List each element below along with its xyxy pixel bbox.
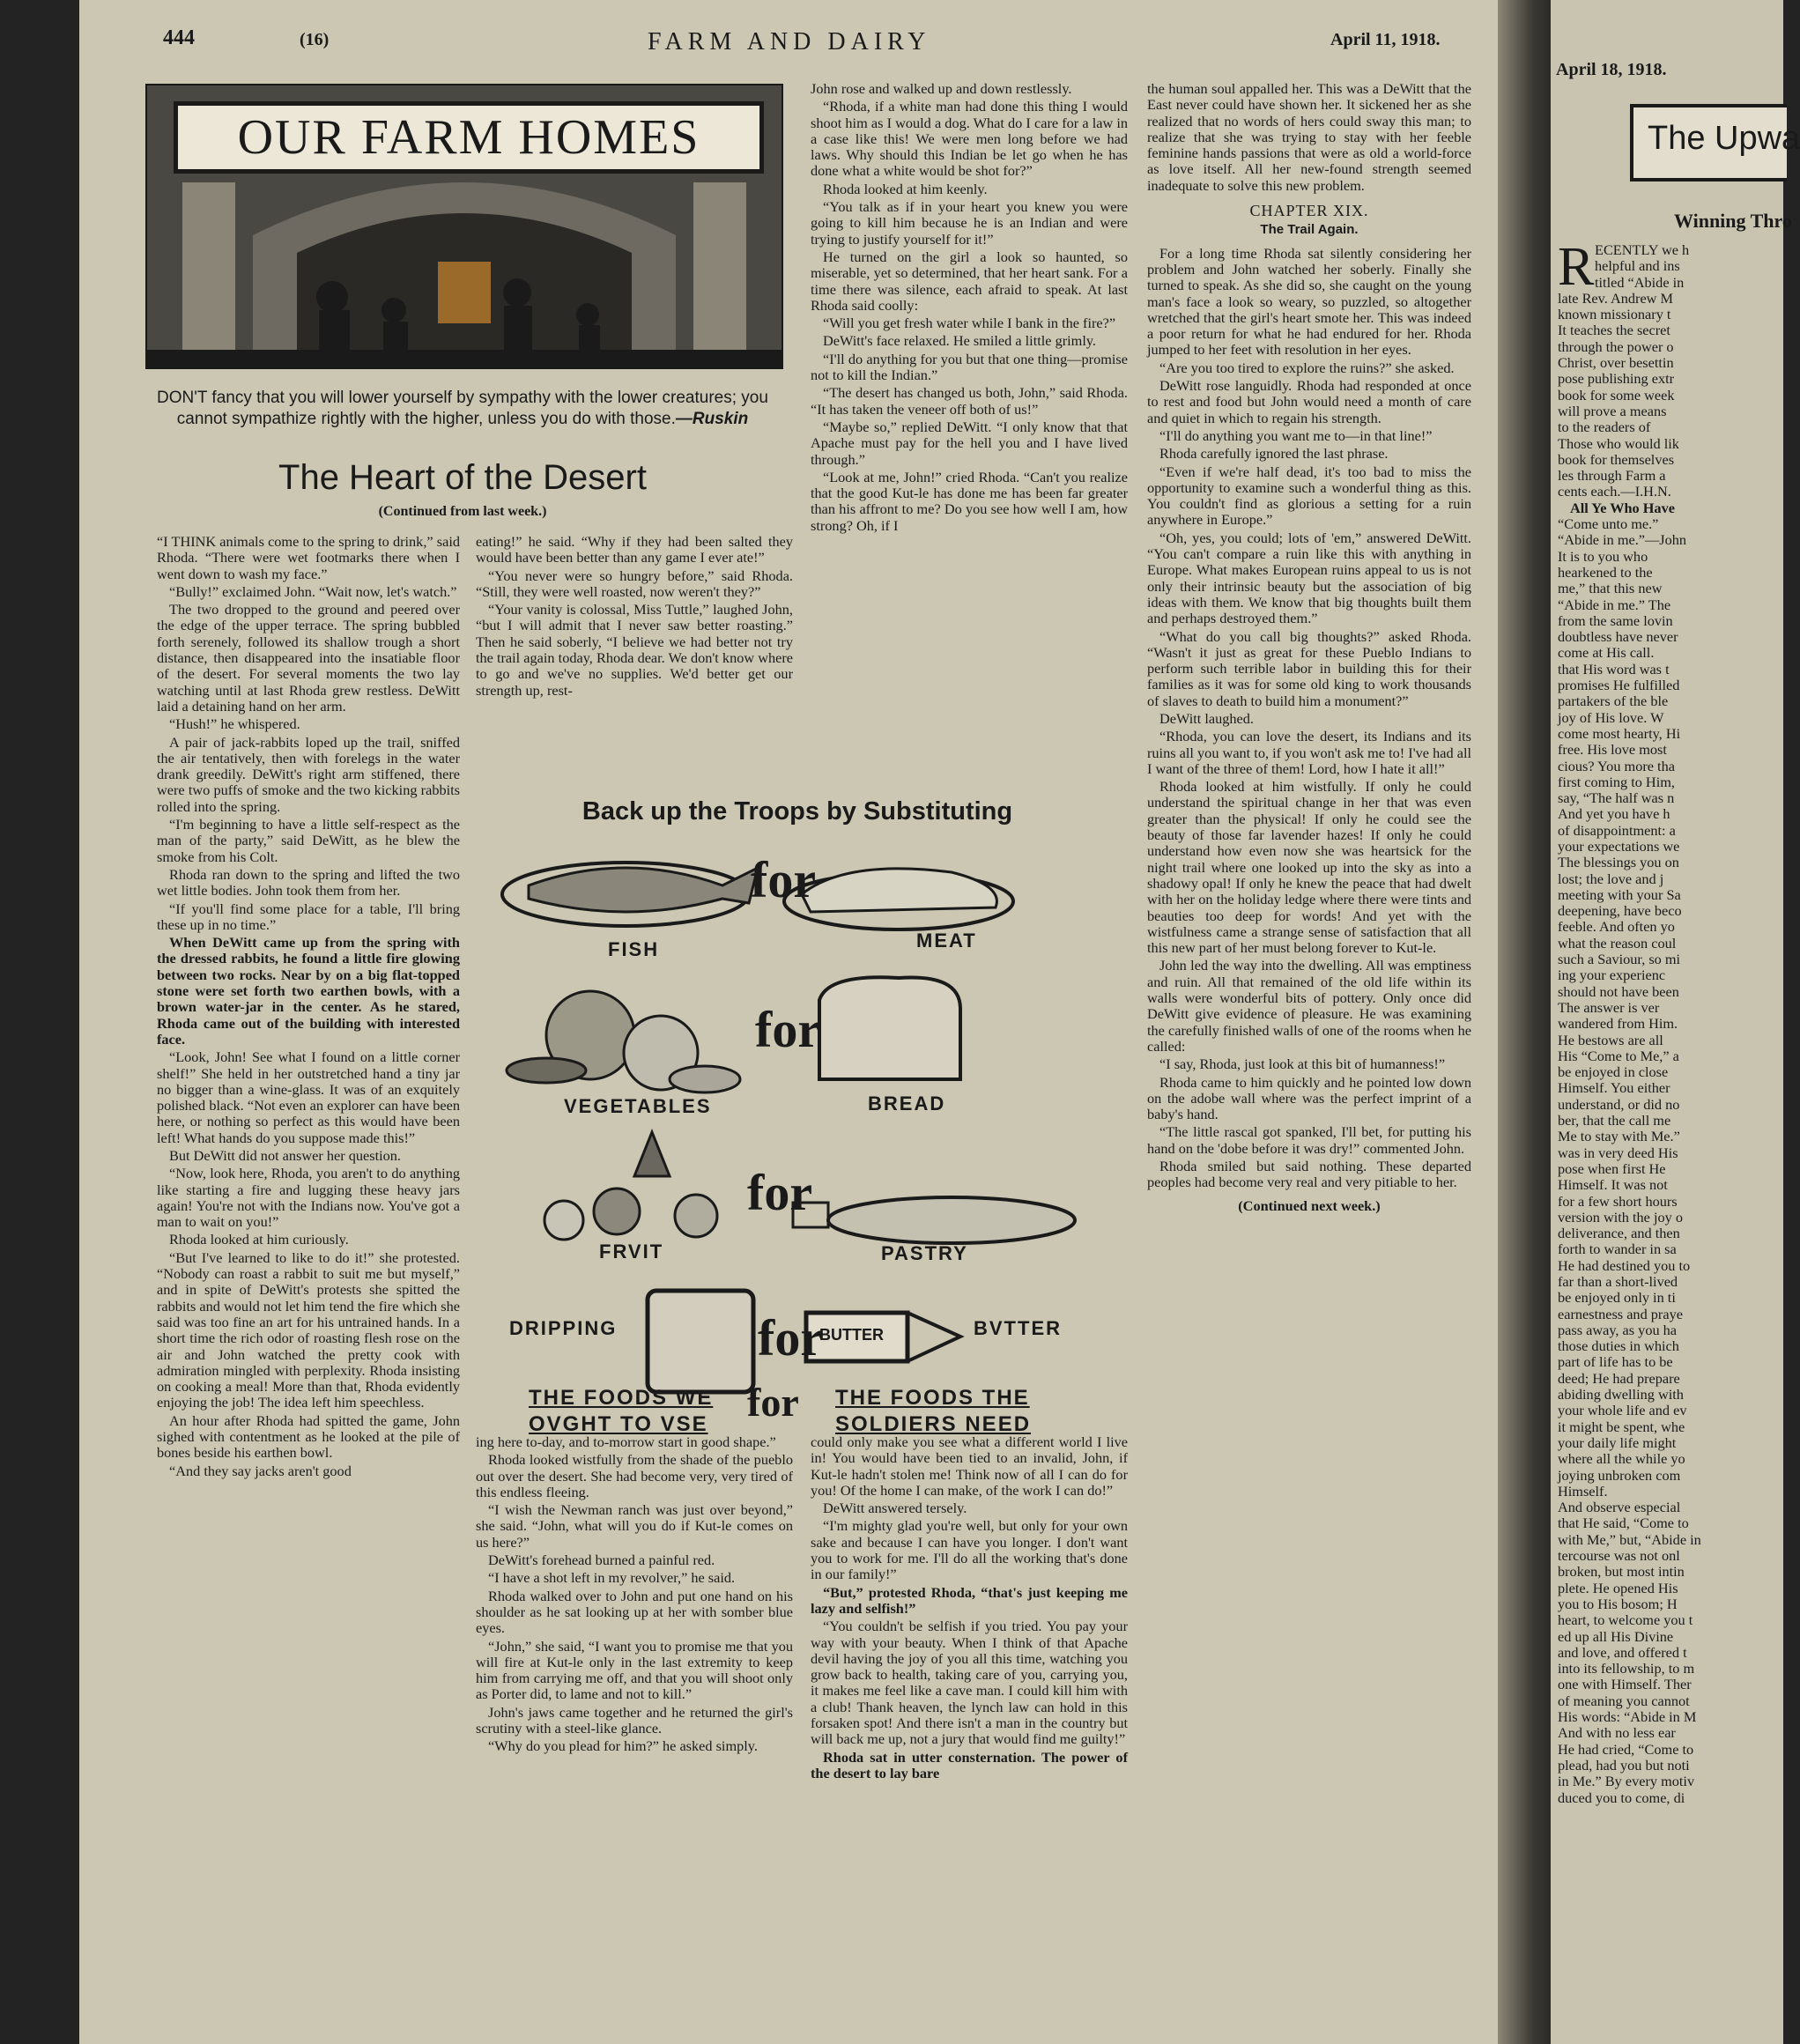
text-line: known missionary t [1558,306,1671,323]
text-line: through the power o [1558,337,1674,355]
text-line: book for themselves [1558,450,1675,468]
text-line: part of life has to be [1558,1353,1673,1371]
text-line: Himself. It was not [1558,1176,1668,1194]
text-line: pass away, as you ha [1558,1321,1678,1338]
label-pastry: PASTRY [881,1242,968,1264]
text-line: duced you to come, di [1558,1788,1685,1806]
paragraph: But DeWitt did not answer her question. [169,1146,401,1164]
story-subtitle: (Continued from last week.) [378,504,547,519]
text-line: those duties in which [1558,1337,1679,1355]
paragraph: “Even if we're half dead, it's too bad to miss the opportunity to examine such a wonderful thing as this. You couldn't find as glorious a setting for a ruin anywhere in Europe.” [1147,463,1471,529]
text-line: partakers of the ble [1558,692,1669,710]
text-line: He had destined you to [1558,1256,1691,1274]
text-line: feeble. And often yo [1558,918,1675,936]
text-line: free. His love most [1558,741,1667,759]
text-line: book for some week [1558,386,1675,404]
paragraph: “I'm beginning to have a little self-respect as the man of the party,” said DeWitt, as he blew the smoke from his Colt. [157,816,460,865]
paragraph: “Will you get fresh water while I bank in the fire?” [823,315,1116,332]
text-line: your whole life and ev [1558,1402,1687,1419]
story-column-2-bottom [476,1434,793,1757]
story-column-3-bottom [811,1434,1128,1783]
label-vegetables: VEGETABLES [564,1095,712,1117]
paragraph: DeWitt rose languidly. Rhoda had responded at once to rest and food but John would need a month of care and quiet in which to regain his strength. [1147,377,1471,426]
paragraph: “I'll do anything you want me to—in that line!” [1159,426,1433,444]
label-meat: MEAT [916,929,977,952]
dropcap-r: R [1558,237,1595,297]
text-line: His words: “Abide in M [1558,1708,1697,1726]
butter-box-label: BUTTER [819,1326,884,1344]
paragraph: “The little rascal got spanked, I'll bet, for putting his hand on the 'dobe before it was dry!” commented John. [1147,1123,1471,1157]
text-line: that He said, “Come to [1558,1514,1689,1532]
text-line: version with the joy o [1558,1208,1683,1226]
paragraph: “But,” protested Rhoda, “that's just keeping me lazy and selfish!” [811,1583,1128,1617]
text-line: late Rev. Andrew M [1558,289,1673,307]
for-word-3: for [747,1164,813,1221]
right-page-subtitle: Winning Thro [1674,210,1792,232]
text-line: come at His call. [1558,644,1655,662]
ruskin-quote [141,388,784,430]
text-line: of disappointment: a [1558,821,1676,839]
paragraph: DeWitt laughed. [1159,709,1254,727]
right-page-title-box [1630,104,1800,181]
paragraph: ing here to-day, and to-morrow start in good shape.” [476,1433,776,1450]
text-line: Those who would lik [1558,434,1679,452]
footer-right-2: SOLDIERS NEED [835,1412,1032,1436]
story-column-2-top [476,534,793,700]
text-line: “Abide in me.” The [1558,596,1671,613]
text-line: pose publishing extr [1558,370,1675,388]
paragraph: “I'll do anything for you but that one thing—promise not to kill the Indian.” [811,350,1128,384]
section-number: (16) [300,30,330,49]
for-word-4: for [758,1309,824,1366]
text-line: And yet you have h [1558,805,1670,823]
label-dripping: DRIPPING [509,1317,618,1339]
paragraph: He turned on the girl a look so haunted, so miserable, yet so determined, that her heart sank. For a time there was silence, each afraid to speak. At last Rhoda said coolly: [811,248,1128,314]
text-line: The blessings you on [1558,854,1679,871]
right-page-title: The Upwa [1648,120,1800,157]
text-line: Christ, over besettin [1558,354,1674,372]
paragraph: “I THINK animals come to the spring to drink,” said Rhoda. “There were wet footmarks there when I went down to wash my face.” [157,533,460,582]
text-line: tercourse was not onl [1558,1547,1680,1565]
text-line: and love, and offered t [1558,1643,1687,1661]
paragraph: “I say, Rhoda, just look at this bit of humanness!” [1159,1055,1446,1073]
text-line: cious? You more tha [1558,757,1675,774]
right-page-text [1558,237,1787,1806]
text-line: deliverance, and then [1558,1225,1680,1242]
paragraph: Rhoda looked at him keenly. [823,180,988,197]
text-line: abiding dwelling with [1558,1386,1684,1403]
paragraph: “The desert has changed us both, John,” said Rhoda. “It has taken the veneer off both of us!” [811,384,1128,418]
text-line: one with Himself. Ther [1558,1676,1692,1693]
text-line: He had cried, “Come to [1558,1740,1694,1758]
paragraph: “Look, John! See what I found on a little corner shelf!” She held in her outstretched hand a tiny jar no bigger than a wine-glass. It was of an exquitely polished black. “Not even an explorer can have been here, or nothing so perfect as this would have been left! What hands do you suppose made this!” [157,1048,460,1146]
substitution-poster [493,797,1101,1436]
text-line: will prove a means [1558,402,1667,419]
text-line: doubtless have never [1558,628,1678,646]
text-line: such a Saviour, so mi [1558,951,1681,968]
text-line: ber, that the call me [1558,1112,1671,1129]
text-line: for a few short hours [1558,1192,1678,1210]
footer-left-1: THE FOODS WE [529,1386,714,1410]
paragraph: the human soul appalled her. This was a DeWitt that the East never could have shown her. It sickened her as she realized that no words of hers could sway this man; to realize that she was trying to stay with her feeble feminine hands passions that were as old a world-force as love itself. All her new-found strength seemed inadequate to solve this new problem. [1147,80,1471,194]
text-line: deepening, have beco [1558,902,1682,920]
text-line: meeting with your Sa [1558,885,1681,903]
text-line: where all the while yo [1558,1450,1685,1468]
paragraph: DeWitt's face relaxed. He smiled a little grimly. [823,332,1097,350]
for-word-2: for [755,1001,821,1058]
story-column-3-top [811,81,1128,536]
text-line: it might be spent, whe [1558,1418,1685,1435]
right-page-date: April 18, 1918. [1556,60,1667,79]
paragraph: John's jaws came together and he returned the girl's scrutiny with a steel-like glance. [476,1703,793,1737]
paragraph: John rose and walked up and down restlessly. [811,80,1072,97]
text-line: It is to you who [1558,547,1648,565]
our-farm-homes-banner [145,84,783,369]
paragraph: “Your vanity is colossal, Miss Tuttle,” laughed John, “but I will admit that I never saw better roasting.” Then he said soberly, “I believe we had better not try the trail again today, Rhoda dear. We don't know where to go and we've no supplies. We'd better get our strength up, rest- [476,601,793,699]
paragraph: “Maybe so,” replied DeWitt. “I only know that that Apache must pay for the hell you and I have lived through.” [811,418,1128,468]
paragraph: “But I've learned to like to do it!” she protested. “Nobody can roast a rabbit to suit me but myself,” and in spite of DeWitt's protests she spitted the rabbits and would not let him tend the fire which she said was too fine an art for his untrained hands. In a short time the rich odor of roasting flesh rose on the air and John watched the pretty cook with admiration mingled with perplexity. Rhoda insisting on cooking a meal! More than that, Rhoda evidently enjoying the job! The idea left him speechless. [157,1248,460,1411]
paragraph: “If you'll find some place for a table, I'll bring these up in no time.” [157,900,460,933]
paragraph: Rhoda sat in utter consternation. The power of the desert to lay bare [811,1748,1128,1781]
masthead: FARM AND DAIRY [648,28,931,56]
paragraph: “Are you too tired to explore the ruins?” she asked. [1159,359,1455,376]
paragraph: “Rhoda, if a white man had done this thing I would shoot him as I would a dog. What do I care for a law in a case like this! We were men long before we had laws. Why should this Indian be let go when he has done what a white would be shot for?” [811,98,1128,180]
text-line: what the reason coul [1558,934,1677,952]
text-line: He bestows are all [1558,1031,1663,1048]
paragraph: could only make you see what a different world I live in! You would have been tied to an invalid, John, if Kut-le hadn't stolen me! Think now of all I can do for you! Of the home I can make, of the work I can do!” [811,1433,1128,1499]
text-line: your expectations we [1558,837,1680,855]
footer-for-word: for [747,1380,799,1425]
text-line: of meaning you cannot [1558,1692,1690,1709]
text-line: be enjoyed in close [1558,1063,1669,1081]
paragraph: An hour after Rhoda had spitted the game, John sighed with contentment as he looked at the pile of bones beside his earthen bowl. [157,1411,460,1462]
paragraph: “Oh, yes, you could; lots of 'em,” answered DeWitt. “You can't compare a ruin like this with anything in Europe. What makes European ruins appeal to us is not only their intrinsic beauty but the association of big ideas with them. We know that big thoughts built them and perhaps destroyed them.” [1147,529,1471,627]
text-line: “Come unto me.” [1558,515,1659,533]
footer-right-1: THE FOODS THE [835,1386,1030,1410]
paragraph: “I'm mighty glad you're well, but only for your own sake and because I can have you longer. I don't want you to work for me. I'll do all the working that's done in our family!” [811,1517,1128,1583]
banner-title: OUR FARM HOMES [174,101,764,174]
text-line: helpful and ins [1595,257,1680,275]
paragraph: “And they say jacks aren't good [169,1462,352,1479]
paragraph: Rhoda ran down to the spring and lifted the two wet little bodies. John took them from her. [157,865,460,900]
label-bread: BREAD [868,1092,946,1115]
label-fruit: FRVIT [599,1240,664,1263]
text-line: And observe especial [1558,1499,1681,1516]
text-line: that His word was t [1558,660,1670,678]
paragraph: “You talk as if in your heart you knew you were going to kill him because he is an Indian and were trying to justify yourself for it!” [811,198,1128,248]
text-line: with Me,” but, “Abide in [1558,1530,1701,1548]
paragraph: Rhoda came to him quickly and he pointed low down on the adobe wall where was the perfect imprint of a baby's hand. [1147,1073,1471,1123]
text-line: titled “Abide in [1595,273,1685,291]
paragraph: Rhoda looked at him wistfully. If only he could understand the spiritual change in her that was even greater than the physical! If only he could see the beauty of those far lavender hazes! If only he could understand how even now she was heartsick for the night trail where one looked up into the sky as into a shadowy opal! If only he knew the peace that had dwelt with her on the holiday ledge where there were tints and beauties too deep for words! And yet with the wistfulness came a strange sense of satisfaction that all this new part of her must belong forever to Kut-le. [1147,778,1471,957]
text-line: joying unbroken com [1558,1466,1681,1484]
text-line: say, “The half was n [1558,789,1675,807]
paragraph: DeWitt answered tersely. [823,1500,967,1517]
text-line: plete. He opened His [1558,1579,1678,1596]
paragraph: “Rhoda, you can love the desert, its Indians and its ruins all you want to, if you won't ask me to! I've had all I want of the three of them! Lord, how I hate it all!” [1147,728,1471,777]
text-line: from the same lovin [1558,611,1673,629]
text-line: come most hearty, Hi [1558,724,1681,742]
paragraph: “John,” she said, “I want you to promise me that you will fire at Kut-le only in the last extremity to keep him from carrying me off, and that you will shoot only as Porter did, to lame and not to kill.” [476,1637,793,1703]
paragraph: DeWitt's forehead burned a painful red. [488,1552,715,1569]
text-line: ing your experienc [1558,966,1666,984]
text-line: Himself. [1558,1482,1608,1500]
paragraph: For a long time Rhoda sat silently considering her problem and John watched her soberly. Finally she turned to speak. As she did so, she caught on the young man's face a look so weary, so puzzled, so altogether wretched that the girl's heart smote her. This was indeed a poor return for what he had endured for her. Rhoda jumped to her feet with resolution in her eyes. [1147,244,1471,359]
text-line: understand, or did no [1558,1095,1680,1113]
story-column-1 [157,534,460,1481]
text-line: be enjoyed only in ti [1558,1289,1676,1307]
text-line: in Me.” By every motiv [1558,1773,1695,1790]
text-line: wandered from Him. [1558,1015,1678,1033]
paragraph: “Hush!” he whispered. [169,715,300,733]
paragraph: When DeWitt came up from the spring with the dressed rabbits, he found a little fire glowing between two rocks. Near by on a big flat-topped stone were set forth two earthen bowls, with a brown water-jar in the center. As he stared, Rhoda came out of the building with interested face. [157,934,460,1048]
paragraph: Rhoda looked at him curiously. [169,1231,349,1248]
footer-left-2: OVGHT TO VSE [529,1412,708,1436]
paragraph: Rhoda walked over to John and put one hand on his shoulder as he sat looking up at her with somber blue eyes. [476,1587,793,1637]
paragraph: Rhoda looked wistfully from the shade of the pueblo out over the desert. She had become very, very tired of this endless fleeing. [476,1451,793,1500]
poster-title: Back up the Troops by Substituting [581,797,1013,826]
text-line: plead, had you but noti [1558,1756,1690,1774]
text-line: lost; the love and j [1558,870,1664,887]
paragraph: eating!” he said. “Why if they had been salted they would have been better than any game I ever ate!” [476,533,793,567]
paragraph: “I wish the Newman ranch was just over beyond,” she said. “John, what will you do if Kut-le comes on us here?” [476,1501,793,1551]
text-line: promises He fulfilled [1558,677,1680,694]
page-number: 444 [163,26,195,49]
for-word-1: for [751,851,817,908]
text-line: to the readers of [1558,418,1651,436]
text-line: into its fellowship, to m [1558,1660,1695,1677]
text-line: your daily life might [1558,1433,1677,1451]
text-line: you to His bosom; H [1558,1595,1678,1612]
text-line: All Ye Who Have [1570,499,1675,516]
text-line: cents each.—I.H.N. [1558,483,1671,500]
text-line: Himself. You either [1558,1079,1670,1097]
continued-note: (Continued next week.) [1238,1196,1381,1214]
label-fish: FISH [608,938,660,960]
text-line: les through Farm a [1558,467,1666,485]
text-line: Me to stay with Me.” [1558,1128,1680,1145]
text-line: It teaches the secret [1558,322,1670,339]
text-line: me,” that this new [1558,580,1663,597]
text-line: ed up all His Divine [1558,1627,1674,1645]
text-line: deed; He had prepare [1558,1369,1680,1387]
text-line: pose when first He [1558,1159,1666,1177]
text-line: His “Come to Me,” a [1558,1047,1679,1064]
paragraph: “You never were so hungry before,” said Rhoda. “Still, they were well roasted, now weren't they?” [476,567,793,600]
chapter-title: The Trail Again. [1260,222,1359,238]
paragraph: Rhoda smiled but said nothing. These departed peoples had become very real and very pitiable to her. [1147,1158,1471,1191]
text-line: broken, but most intin [1558,1563,1685,1581]
paragraph: “What do you call big thoughts?” asked Rhoda. “Wasn't it just as great for these Pueblo Indians to perform such terrible labor in building this for their families as it was for some old king to work thousands of slaves to death to build him a monument?” [1147,627,1471,709]
text-line: joy of His love. W [1558,708,1664,726]
issue-date: April 11, 1918. [1330,30,1441,49]
text-line: earnestness and praye [1558,1305,1683,1322]
paragraph: “You couldn't be selfish if you tried. You pay your way with your beauty. When I think of that Apache devil having the joy of you all this time, watching you grow back to health, taking care of you, carrying you, it makes me feel like a cave man. I could kill him with a club! Thank heaven, the lynch law can hold in this forsaken spot! And there isn't a man in the country but will back me up, not a jury that would find me guilty!” [811,1618,1128,1748]
text-line: should not have been [1558,982,1679,1000]
paragraph: “Why do you plead for him?” he asked simply. [488,1737,758,1755]
text-line: first coming to Him, [1558,773,1675,790]
text-line: far than a short-lived [1558,1273,1678,1290]
chapter-heading: CHAPTER XIX. [1249,202,1369,220]
paragraph: John led the way into the dwelling. All was emptiness and ruin. All that remained of the old life within its walls were wonderful bits of pottery. Only once did DeWitt give evidence of pleasure. He was examining the carefully finished walls of one of the rooms when he called: [1147,957,1471,1055]
text-line: And with no less ear [1558,1724,1676,1742]
quote-author: —Ruskin [675,410,749,428]
quote-text: DON'T fancy that you will lower yourself by sympathy with the lower creatures; you cannot sympathize rightly with the higher, unless you do with those. [157,389,768,428]
paragraph: Rhoda carefully ignored the last phrase. [1159,445,1389,463]
paragraph: “I have a shot left in my revolver,” he said. [488,1569,736,1587]
story-column-4 [1147,81,1471,1216]
paragraph: “Bully!” exclaimed John. “Wait now, let's watch.” [169,582,457,600]
text-line: was in very deed His [1558,1144,1678,1161]
paragraph: The two dropped to the ground and peered over the edge of the upper terrace. The spring bubbled forth serenely, followed its shallow trough a short distance, then disappeared into the insatiable floor of the desert. For several moments the two lay watching until at last Rhoda grew restless. DeWitt laid a detaining hand on her arm. [157,601,460,715]
paragraph: “Now, look here, Rhoda, you aren't to do anything like starting a fire and lugging these heavy jars again! You're not with the Indians now. You've got a man to wait on you!” [157,1165,460,1231]
text-line: “Abide in me.”—John [1558,531,1687,549]
paragraph: A pair of jack-rabbits loped up the trail, sniffed the air tentatively, then with forelegs in the water drank greedily. DeWitt's right arm stiffened, there were two puffs of smoke and the two kicking rabbits rolled into the spring. [157,733,460,815]
text-line: ECENTLY we h [1595,241,1690,258]
text-line: hearkened to the [1558,563,1653,581]
label-butter: BVTTER [974,1317,1062,1339]
text-line: The answer is ver [1558,998,1660,1016]
story-title: The Heart of the Desert [278,458,647,497]
paragraph: “Look at me, John!” cried Rhoda. “Can't you realize that the good Kut-le has done me has been far greater than his affront to me? Do you see how well I am, how strong? Oh, if I [811,468,1128,534]
text-line: heart, to welcome you t [1558,1611,1693,1629]
text-line: forth to wander in sa [1558,1240,1677,1258]
